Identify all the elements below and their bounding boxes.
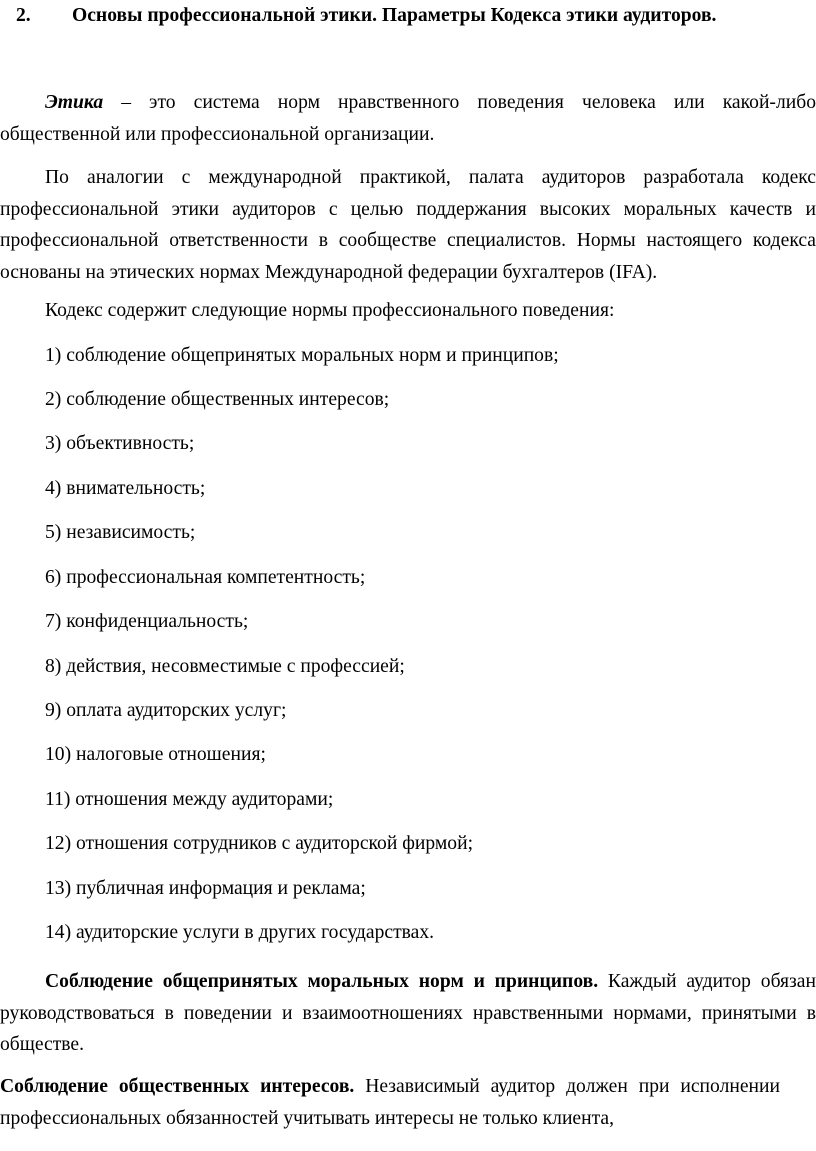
public-interest-term: Соблюдение общественных интересов.	[0, 1076, 355, 1097]
definition-term: Этика	[45, 92, 104, 113]
list-item: 7) конфиденциальность;	[45, 611, 249, 632]
list-item: 10) налоговые отношения;	[45, 744, 266, 765]
list-item: 1) соблюдение общепринятых моральных норм и принципов;	[45, 345, 559, 366]
section-title: Основы профессиональной этики. Параметры Кодекса этики аудиторов.	[72, 5, 717, 26]
list-item: 13) публичная информация и реклама;	[45, 878, 366, 899]
definition-text: – это система норм нравственного поведения человека или какой-либо общественной или профессиональной организации.	[0, 92, 816, 145]
list-item: 6) профессиональная компетентность;	[45, 567, 366, 588]
public-interest-paragraph	[0, 1071, 780, 1134]
public-interest-text: Независимый аудитор должен при исполнении профессиональных обязанностей учитывать интересы не только клиента,	[0, 1076, 780, 1129]
list-item: 9) оплата аудиторских услуг;	[45, 700, 287, 721]
list-item: 11) отношения между аудиторами;	[45, 789, 334, 810]
list-item: 4) внимательность;	[45, 478, 206, 499]
list-item: 12) отношения сотрудников с аудиторской фирмой;	[45, 833, 474, 854]
morals-text: Каждый аудитор обязан руководствоваться в поведении и взаимоотношениях нравственными нормами, принятыми в обществе.	[0, 971, 816, 1055]
list-item: 5) независимость;	[45, 522, 196, 543]
morals-term: Соблюдение общепринятых моральных норм и принципов.	[45, 971, 599, 992]
list-item: 8) действия, несовместимые с профессией;	[45, 656, 405, 677]
list-intro: Кодекс содержит следующие нормы профессионального поведения:	[45, 300, 615, 321]
list-item: 3) объективность;	[45, 433, 195, 454]
section-number: 2.	[16, 5, 31, 26]
list-item: 2) соблюдение общественных интересов;	[45, 389, 390, 410]
definition-paragraph	[0, 87, 816, 150]
morals-paragraph	[0, 966, 816, 1061]
list-item: 14) аудиторские услуги в других государствах.	[45, 922, 435, 943]
intro-paragraph: По аналогии с международной практикой, палата аудиторов разработала кодекс профессиональной этики аудиторов с целью поддержания высоких моральных качеств и профессиональной ответственности в сообществе специалистов. Нормы настоящего кодекса основаны на этических нормах Международной федерации бухгалтеров (IFA).	[0, 167, 816, 283]
